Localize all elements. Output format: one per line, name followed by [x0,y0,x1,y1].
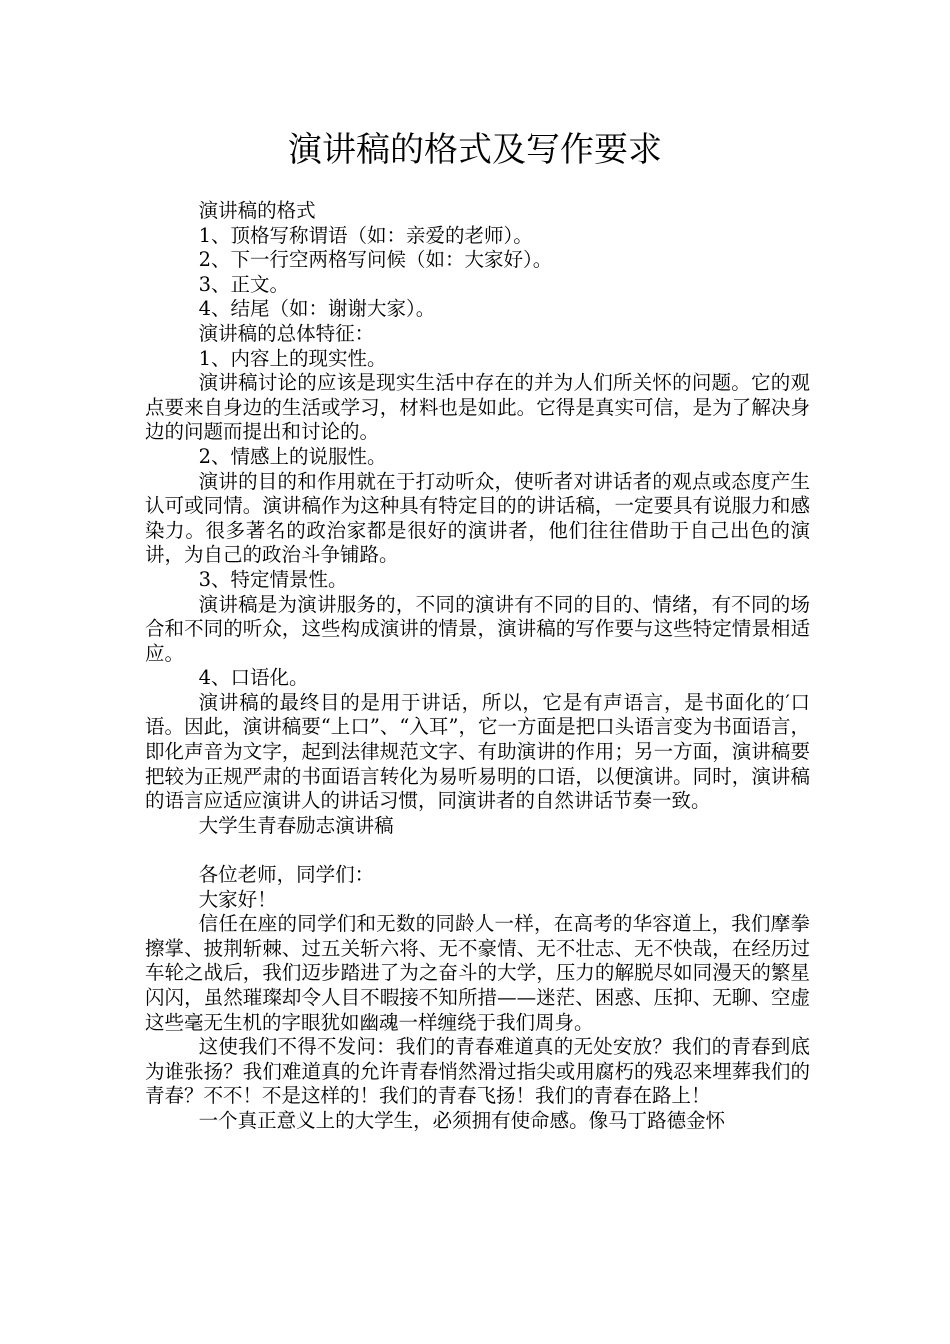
paragraph: 演讲稿是为演讲服务的，不同的演讲有不同的目的、情绪，有不同的场合和不同的听众，这些构成演讲的情景，演讲稿的写作要与这些特定情景相适应。 [145,592,810,665]
paragraph: 演讲稿的总体特征： [198,321,375,345]
blank-line [145,838,810,863]
paragraph: 这使我们不得不发问：我们的青春难道真的无处安放？我们的青春到底为谁张扬？我们难道真的允许青春悄然滑过指尖或用腐朽的残忍来埋葬我们的青春？不不！不是这样的！我们的青春飞扬！我们的青春在路上！ [145,1035,810,1108]
paragraph: 2、下一行空两格写问候（如：大家好）。 [198,248,553,272]
paragraph: 大学生青春励志演讲稿 [198,813,394,837]
paragraph: 一个真正意义上的大学生，必须拥有使命感。像马丁路德金怀 [198,1108,726,1132]
document-body [145,199,810,1134]
paragraph: 3、特定情景性。 [198,567,348,591]
paragraph: 2、情感上的说服性。 [198,444,387,468]
paragraph: 演讲的目的和作用就在于打动听众，使听者对讲话者的观点或态度产生认可或同情。演讲稿作为这种具有特定目的的讲话稿，一定要具有说服力和感染力。很多著名的政治家都是很好的演讲者，他们往往借助于自己出色的演讲，为自己的政治斗争铺路。 [145,469,810,567]
paragraph: 3、正文。 [198,272,290,296]
paragraph: 1、顶格写称谓语（如：亲爱的老师）。 [198,223,533,247]
paragraph: 各位老师，同学们： [198,863,375,887]
paragraph: 4、口语化。 [198,666,309,690]
document-title: 演讲稿的格式及写作要求 [288,130,662,170]
paragraph: 演讲稿讨论的应该是现实生活中存在的并为人们所关怀的问题。它的观点要来自身边的生活或学习，材料也是如此。它得是真实可信，是为了解决身边的问题而提出和讨论的。 [145,371,810,444]
paragraph: 信任在座的同学们和无数的同龄人一样，在高考的华容道上，我们摩拳擦掌、披荆斩棘、过五关斩六将、无不豪情、无不壮志、无不快哉，在经历过车轮之战后，我们迈步踏进了为之奋斗的大学，压力的解脱尽如同漫天的繁星闪闪，虽然璀璨却令人目不暇接不知所措——迷茫、困惑、压抑、无聊、空虚这些毫无生机的字眼犹如幽魂一样缠绕于我们周身。 [145,912,810,1034]
paragraph: 演讲稿的最终目的是用于讲话，所以，它是有声语言，是书面化的′口语。因此，演讲稿要“上口”、“入耳”，它一方面是把口头语言变为书面语言，即化声音为文字，起到法律规范文字、有助演讲的作用；另一方面，演讲稿要把较为正规严肃的书面语言转化为易听易明的口语，以便演讲。同时，演讲稿的语言应适应演讲人的讲话习惯，同演讲者的自然讲话节奏一致。 [145,690,810,813]
paragraph: 1、内容上的现实性。 [198,346,387,370]
paragraph: 4、结尾（如：谢谢大家）。 [198,297,436,321]
paragraph: 演讲稿的格式 [198,199,316,222]
paragraph: 大家好！ [198,887,277,911]
